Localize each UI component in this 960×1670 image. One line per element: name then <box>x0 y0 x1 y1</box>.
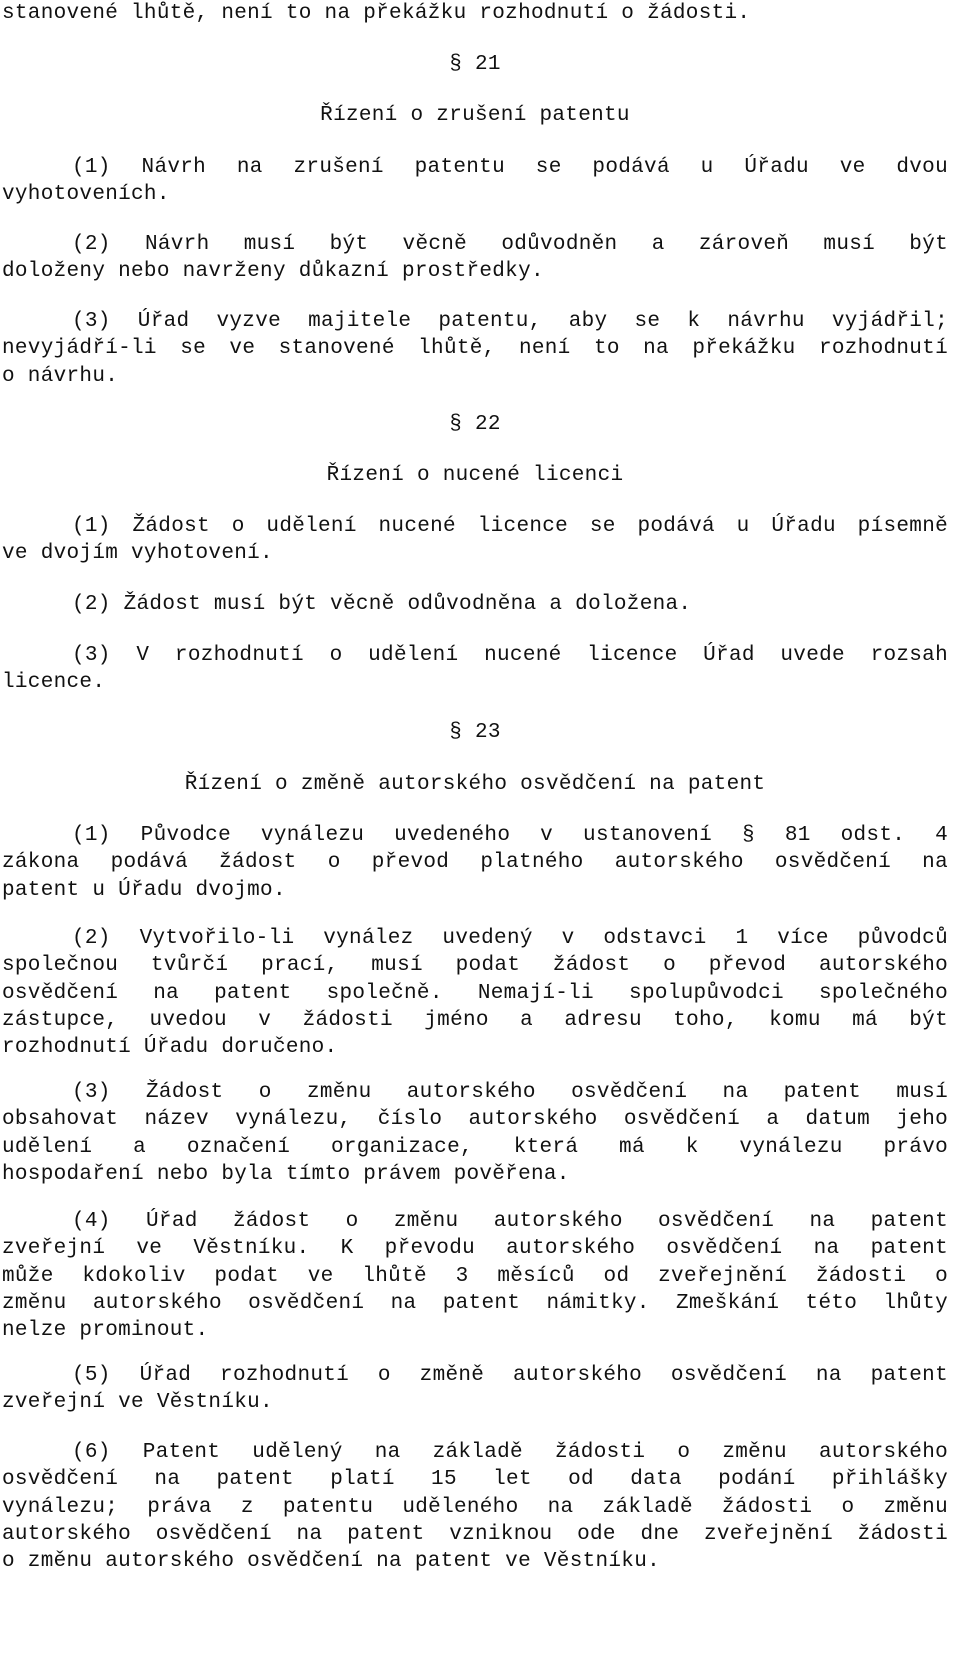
section-heading-22: Řízení o nucené licenci <box>326 464 624 487</box>
paragraph-21-3: (3) Úřad vyzve majitele patentu, aby se k návrhu vyjádřil; nevyjádří-li se ve stanovené lhůtě, není to na překážku rozhodnutí o návrhu. <box>2 310 948 388</box>
paragraph-23-1: (1) Původce vynálezu uvedeného v ustanovení § 81 odst. 4 zákona podává žádost o převod platného autorského osvědčení na patent u Úřadu dvojmo. <box>2 824 948 902</box>
paragraph-21-2: (2) Návrh musí být věcně odůvodněn a zároveň musí být doloženy nebo navrženy důkazní prostředky. <box>2 233 948 284</box>
paragraph-23-3: (3) Žádost o změnu autorského osvědčení na patent musí obsahovat název vynálezu, číslo autorského osvědčení a datum jeho udělení a označení organizace, která má k vynálezu právo hospodaření nebo byla tímto právem pověřena. <box>2 1081 948 1186</box>
paragraph-23-2: (2) Vytvořilo-li vynález uvedený v odstavci 1 více původců společnou tvůrčí prací, musí podat žádost o převod autorského osvědčení na patent společně. Nemají-li spolupůvodci společného zástupce, uvedou v žádosti jméno a adresu toho, komu má být rozhodnutí Úřadu doručeno. <box>2 927 948 1060</box>
section-sign-23: § 23 <box>449 721 501 744</box>
paragraph-23-4: (4) Úřad žádost o změnu autorského osvědčení na patent zveřejní ve Věstníku. K převodu autorského osvědčení na patent může kdokoliv podat ve lhůtě 3 měsíců od zveřejnění žádosti o změnu autorského osvědčení na patent námitky. Zmeškání této lhůty nelze prominout. <box>2 1210 948 1343</box>
paragraph-23-5: (5) Úřad rozhodnutí o změně autorského osvědčení na patent zveřejní ve Věstníku. <box>2 1364 948 1415</box>
paragraph-21-1: (1) Návrh na zrušení patentu se podává u Úřadu ve dvou vyhotoveních. <box>2 156 948 207</box>
section-sign-21: § 21 <box>449 53 501 76</box>
section-heading-23: Řízení o změně autorského osvědčení na patent <box>184 773 766 796</box>
paragraph-22-2: (2) Žádost musí být věcně odůvodněna a doložena. <box>72 593 692 616</box>
paragraph-23-6: (6) Patent udělený na základě žádosti o změnu autorského osvědčení na patent platí 15 let od data podání přihlášky vynálezu; práva z patentu uděleného na základě žádosti o změnu autorského osvědčení na patent vzniknou ode dne zveřejnění žádosti o změnu autorského osvědčení na patent ve Věstníku. <box>2 1441 948 1574</box>
paragraph-22-1: (1) Žádost o udělení nucené licence se podává u Úřadu písemně ve dvojím vyhotovení. <box>2 515 948 566</box>
section-sign-22: § 22 <box>449 413 501 436</box>
continuation-line <box>2 0 948 27</box>
paragraph-line: stanovené lhůtě, není to na překážku rozhodnutí o žádosti. <box>2 2 751 25</box>
section-heading-21: Řízení o zrušení patentu <box>320 104 630 127</box>
paragraph-22-3: (3) V rozhodnutí o udělení nucené licence Úřad uvede rozsah licence. <box>2 644 948 695</box>
